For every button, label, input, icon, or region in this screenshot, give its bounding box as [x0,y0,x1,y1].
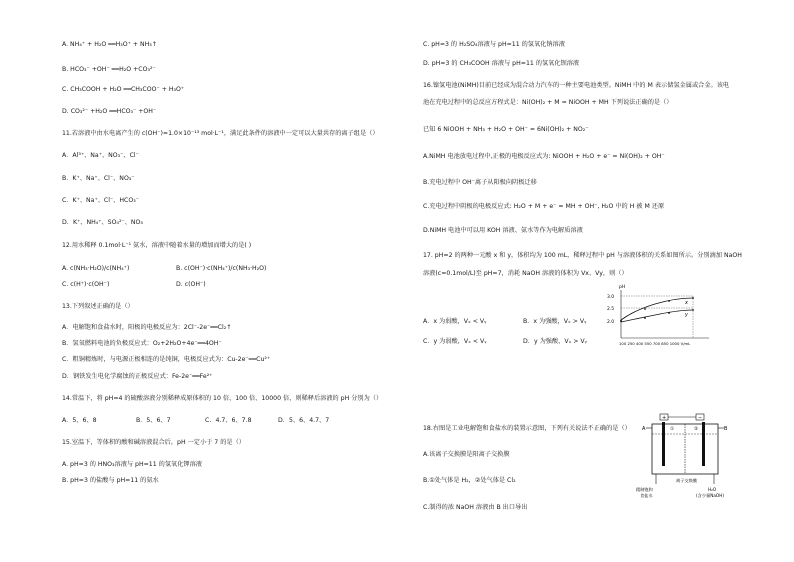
cathode-electrode [702,422,705,466]
curve-y [621,310,693,322]
q15-option-c: C. pH=3 的 H₂SO₄溶液与 pH=11 的氢氧化钠溶液 [423,41,565,48]
feed-left-label: 精制饱和 [636,487,653,492]
q11-option-d: D．K⁺、NH₄⁺、SO₄²⁻、NO₃ [62,219,143,226]
plus-sign: + [662,415,667,421]
feed-left-label-2: 食盐水 [640,493,653,498]
q11-stem: 11.若溶液中由水电离产生的 c(OH⁻)=1.0×10⁻¹³ mol·L⁻¹，满足此条件的溶液中一定可以大量共存的离子组是（） [62,130,379,137]
curve-y-point [644,317,646,319]
q17-option-a: A．x 为弱酸，Vₓ < Vᵧ [423,318,487,325]
q18-option-b: B.①处气体是 H₂，②处气体是 Cl₂ [423,477,516,484]
q17-option-b: B．x 为强酸，Vₓ > Vᵧ [523,318,587,325]
q14-option-b: B．5、6、7 [136,417,171,424]
q15-option-b: B. pH=3 的盐酸与 pH=11 的氨水 [62,477,159,484]
q10-option-a: A. NH₄⁺ + H₂O ══H₃O⁺ + NH₃↑ [62,41,157,48]
q18-stem: 18.右图是工业电解饱和食盐水的装置示意图，下列有关说法不正确的是（） [423,425,631,432]
q18-option-a: A.该离子交换膜是阳离子交换膜 [423,451,510,458]
q12-option-b: B. c(OH⁻)·c(NH₄⁺)/c(NH₃·H₂O) [176,265,267,272]
minus-sign: − [698,415,703,421]
curve-start-point [620,320,622,322]
q16-option-b: B.充电过程中 OH⁻离子从阳极向阴极迁移 [423,179,537,186]
feed-right-label: H₂O [708,487,717,492]
curve-x-point [644,308,646,310]
q13-option-b: B．氢氧燃料电池的负极反应式：O₂+2H₂O+4e⁻══4OH⁻ [62,340,222,347]
outlet-b-label: B [724,426,728,432]
q12-option-c: C. c(H⁺)·c(OH⁻) [62,281,110,288]
curve-x-point [692,297,694,299]
q13-option-a: A．电解饱和食盐水时，阳极的电极反应为：2Cl⁻-2e⁻══Cl₂↑ [62,324,232,331]
anode-electrode [662,422,665,466]
q16-option-d: D.NiMH 电池中可以用 KOH 溶液、氨水等作为电解质溶液 [423,227,583,234]
q11-option-c: C．K⁺、Na⁺、Cl⁻、HCO₃⁻ [62,197,139,204]
q14-option-d: D．5、6、4.7、7 [278,417,330,424]
q13-stem: 13.下列叙述正确的是（） [62,303,134,310]
feed-right-label-2: (含少量NaOH) [696,493,724,498]
curve-x [621,298,693,320]
q16-stem-line1: 16.镍氢电池(NiMH)目前已经成为混合动力汽车的一种主要电池类型。NiMH 中的 M 表示储氢金属或合金。该电 [423,82,730,89]
q12-stem: 12.用水稀释 0.1mol·L⁻¹ 氨水，溶液中随着水量的增加而增大的是( ) [62,242,252,249]
q12-option-d: D. c(OH⁻) [176,281,206,288]
q18-electrolysis-diagram [632,412,742,502]
graph-ytick-3: 3.0 [607,295,615,300]
q16-stem-line2: 池在充电过程中的总反应方程式是：Ni(OH)₂ + M = NiOOH + MH 下列说法正确的是（） [423,99,673,106]
curve-y-point [692,309,694,311]
q15-option-d: D. pH=3 的 CH₃COOH 溶液与 pH=11 的氢氧化钡溶液 [423,60,580,67]
outlet-a-label: A [642,426,646,432]
gas-2-label: ② [694,427,699,432]
curve-x-label: x [685,300,688,306]
curve-x-point [668,300,670,302]
q14-option-a: A．5、6、8 [62,417,97,424]
graph-ylabel: pH [619,285,626,290]
graph-ytick-2: 2.0 [607,320,615,325]
q10-option-c: C. CH₃COOH + H₂O ══CH₃COO⁻ + H₃O⁺ [62,86,185,93]
q11-option-a: A．Al³⁺、Na⁺、NO₃⁻、Cl⁻ [62,152,139,159]
graph-xticks: 100 250 400 550 700 850 1000 V/mL [619,341,691,346]
q10-option-b: B. HCO₃⁻ +OH⁻ ══H₂O +CO₃²⁻ [62,66,156,73]
q16-option-c: C.充电过程中阴极的电极反应式: H₂O + M + e⁻ = MH + OH⁻, H₂O 中的 H 被 M 还原 [423,203,665,210]
curve-y-label: y [685,312,688,318]
q17-ph-volume-graph [605,282,715,348]
q11-option-b: B．K⁺、Na⁺、Cl⁻、NO₃⁻ [62,175,135,182]
q10-option-d: D. CO₃²⁻ +H₂O ══HCO₃⁻ +OH⁻ [62,108,157,115]
q14-stem: 14.常温下，将 pH=4 的硫酸溶液分别稀释成原体积的 10 倍、100 倍、10000 倍，则稀释后溶液的 pH 分别为（） [62,395,383,402]
q12-option-a: A. c(NH₃·H₂O)/c(NH₄⁺) [62,265,130,272]
q14-option-c: C．4.7、6、7.8 [205,417,252,424]
q17-stem-line2: 溶液(c=0.1mol/L)至 pH=7，消耗 NaOH 溶液的体积为 Vx、Vy，则（） [423,270,628,277]
graph-ytick-2.5: 2.5 [607,307,615,312]
q17-stem-line1: 17. pH=2 的两种一元酸 x 和 y，体积均为 100 mL，稀释过程中 pH 与溶液体积的关系如图所示。分别滴加 NaOH [423,252,742,259]
q18-option-c: C.制得的浓 NaOH 溶液由 B 出口导出 [423,504,528,511]
q15-option-a: A. pH=3 的 HNO₃溶液与 pH=11 的氢氧化钾溶液 [62,461,202,468]
q13-option-c: C．粗铜精炼时，与电源正极相连的是纯铜，电极反应式为：Cu-2e⁻══Cu²⁺ [62,356,271,363]
q17-option-d: D．y 为强酸，Vₓ > Vᵧ [523,338,587,345]
membrane-label: 离子交换膜 [676,478,697,483]
q15-stem: 15.室温下，等体积的酸和碱溶液混合后，pH 一定小于 7 的是（） [62,439,245,446]
gas-1-label: ① [670,427,675,432]
q17-option-c: C．y 为弱酸，Vₓ < Vᵧ [423,338,487,345]
q16-given: 已知 6 NiOOH + NH₃ + H₂O + OH⁻ = 6Ni(OH)₂ + NO₂⁻ [423,126,589,133]
curve-y-point [668,312,670,314]
q13-option-d: D．钢铁发生电化学腐蚀的正极反应式：Fe-2e⁻══Fe²⁺ [62,373,213,380]
q16-option-a: A.NiMH 电池放电过程中,正极的电极反应式为: NiOOH + H₂O + e⁻ = Ni(OH)₂ + OH⁻ [423,153,665,160]
